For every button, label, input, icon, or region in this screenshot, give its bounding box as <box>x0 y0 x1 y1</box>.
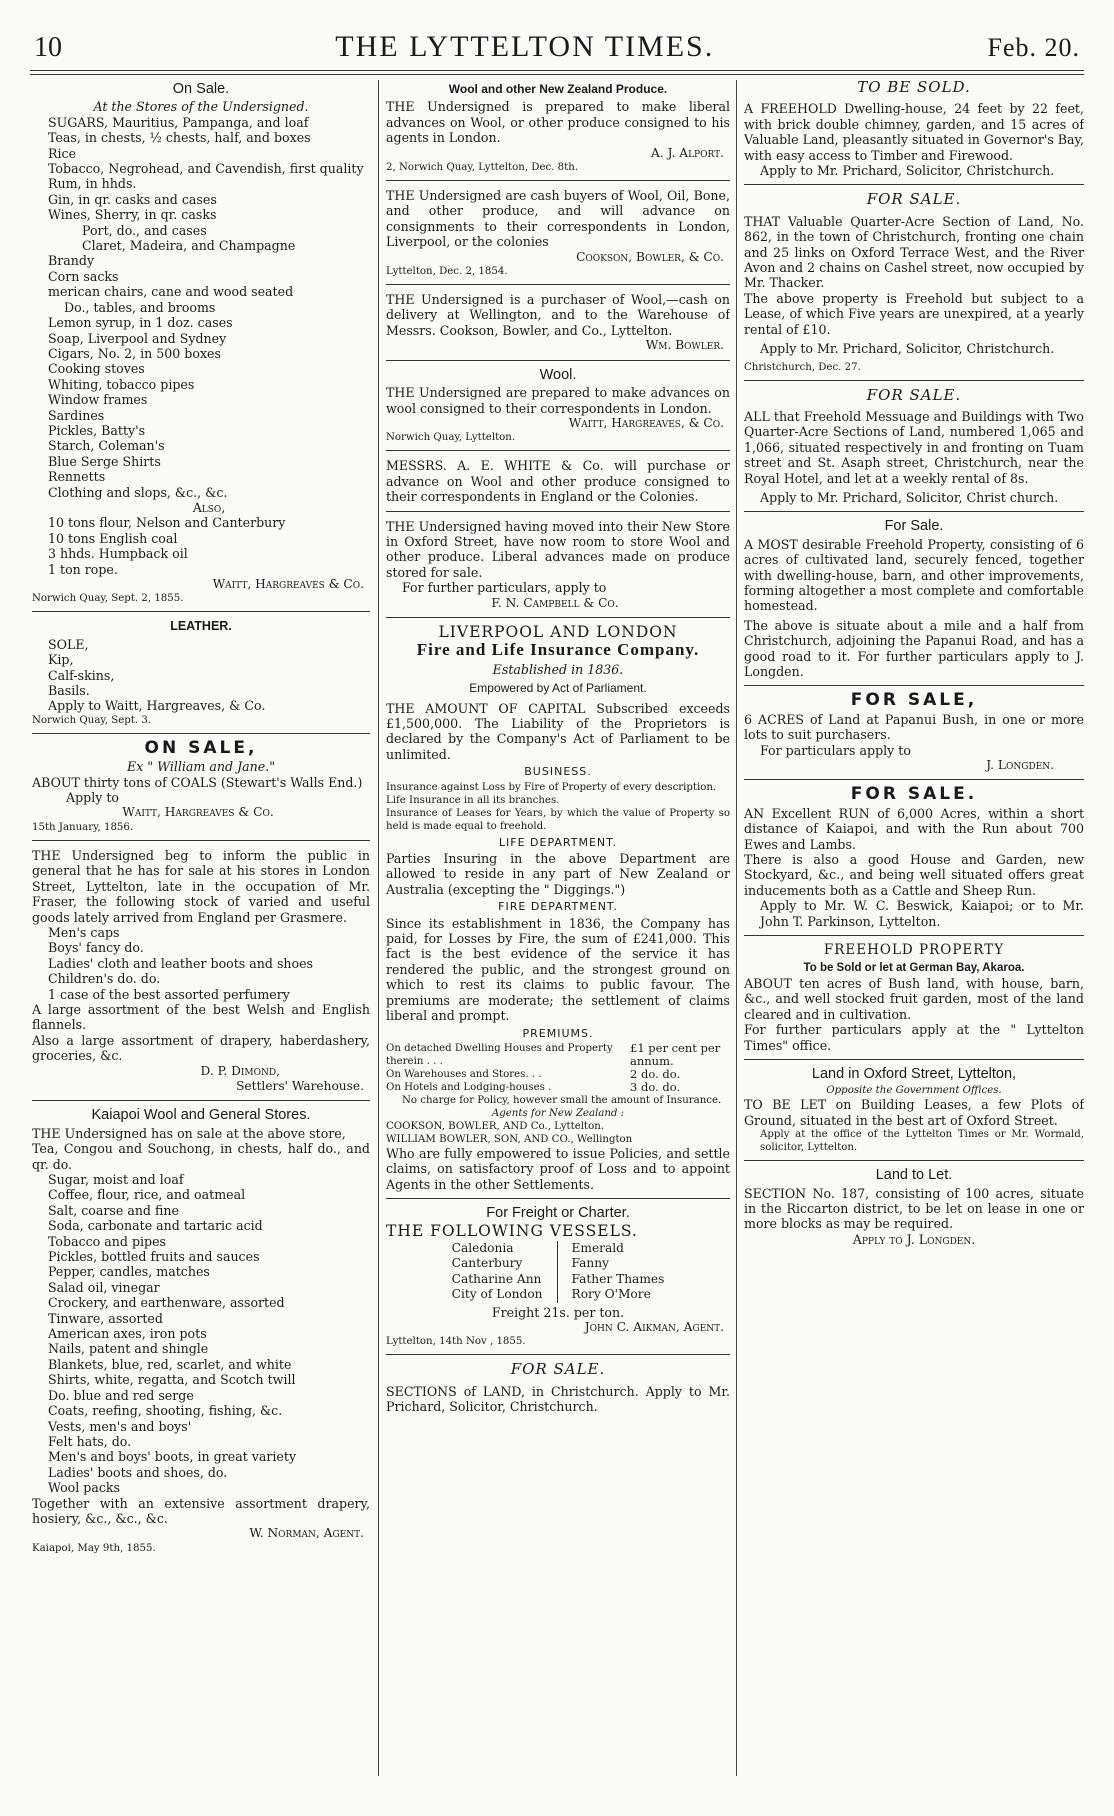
list-item: Starch, Coleman's <box>48 438 165 454</box>
list-item: Claret, Madeira, and Champagne <box>82 238 296 254</box>
ad-dateline: 2, Norwich Quay, Lyttelton, Dec. 8th. <box>386 162 579 174</box>
ad-signature: A. J. Alport. <box>651 145 724 160</box>
ad-separator <box>744 511 1084 512</box>
ad-body: A MOST desirable Freehold Property, consisting of 6 acres of cultivated land, securely fenced, together with dwelling-house, barn, and other improvements, forming altogether a most complete and comfortable homestead. <box>744 536 1084 614</box>
list-item: Pickles, Batty's <box>48 422 146 438</box>
premium-item: On Warehouses and Stores. . . <box>386 1068 542 1080</box>
ad-messuage <box>744 385 1084 506</box>
premium-item: On Hotels and Lodging-houses . <box>386 1081 552 1093</box>
ad-body: THE AMOUNT OF CAPITAL Subscribed exceeds £1,500,000. The Liability of the Proprietors is declared by the Company's Act of Parliament to be unlimited. <box>386 700 730 762</box>
list-item: Ladies' boots and shoes, do. <box>48 1464 228 1480</box>
vessel-list <box>386 1241 730 1303</box>
ad-onsale-stores <box>32 82 370 605</box>
ad-body: Parties Insuring in the above Department are allowed to reside in any part of New Zealand or Australia (excepting the " Diggings.") <box>386 851 730 897</box>
ad-body: The above property is Freehold but subject to a Lease, of which Five years are unexpired, at a yearly rental of £10. <box>744 290 1084 337</box>
ad-wool <box>386 368 730 445</box>
ad-signature: F. N. Campbell & Co. <box>491 595 619 610</box>
ad-body: THE FOLLOWING VESSELS. <box>386 1221 638 1240</box>
ad-signature: Waitt, Hargreaves & Co. <box>122 805 274 820</box>
list-item: SOLE, <box>48 636 89 652</box>
ad-separator <box>744 779 1084 780</box>
premium-row <box>386 1081 730 1094</box>
ad-apply: For particulars apply to <box>760 742 911 758</box>
ad-separator <box>744 184 1084 185</box>
ad-heading: FOR SALE. <box>510 1360 606 1379</box>
list-item: Vests, men's and boys' <box>48 1418 192 1434</box>
list-item: Clothing and slops, &c., &c. <box>48 484 228 500</box>
premium-row <box>386 1042 730 1068</box>
list-item: Canterbury <box>451 1256 523 1271</box>
ad-body: THE Undersigned are cash buyers of Wool, Oil, Bone, and other produce, and will advance on consignments to their correspondents in London, Liverpool, or the colonies <box>386 188 730 250</box>
list-item: 10 tons flour, Nelson and Canterbury <box>48 515 286 531</box>
ad-separator <box>386 1198 730 1199</box>
list-item: Father Thames <box>571 1271 665 1286</box>
ad-heading: FOR SALE. <box>866 385 962 404</box>
list-item: Lemon syrup, in 1 doz. cases <box>48 315 233 331</box>
ad-body: Also a large assortment of drapery, haberdashery, groceries, &c. <box>32 1032 370 1064</box>
list-item: Pickles, bottled fruits and sauces <box>48 1249 260 1265</box>
ad-heading: On Sale. <box>172 81 230 97</box>
ad-signature: D. P. Dimond, <box>200 1063 280 1078</box>
ad-run <box>744 784 1084 929</box>
ad-dimond <box>32 848 370 1095</box>
list-item: Tobacco, Negrohead, and Cavendish, first quality <box>48 161 364 177</box>
ad-heading: Wool. <box>539 366 577 383</box>
ad-body: ABOUT thirty tons of COALS (Stewart's Walls End.) <box>32 774 363 790</box>
ad-dateline: Norwich Quay, Sept. 2, 1855. <box>32 593 184 605</box>
list-item: Blankets, blue, red, scarlet, and white <box>48 1356 292 1372</box>
ad-cookson <box>386 188 730 278</box>
ad-subheading: Also, <box>192 499 226 515</box>
ad-signature: Waitt, Hargreaves, & Co. <box>568 415 724 430</box>
ad-insurance <box>386 622 730 1192</box>
column-2 <box>386 80 730 1796</box>
ad-separator <box>744 1160 1084 1161</box>
ad-signature: Waitt, Hargreaves & Co. <box>212 577 364 591</box>
ad-separator <box>744 1059 1084 1060</box>
ad-body: The above is situate about a mile and a half from Christchurch, adjoining the Papanui Road, and has a good road to it. For further particulars apply to J. Longden. <box>744 617 1084 679</box>
list-item: Rory O'More <box>571 1287 651 1302</box>
ad-body: For further particulars apply at the " Lyttelton Times" office. <box>744 1022 1084 1053</box>
ad-to-be-sold <box>744 80 1084 178</box>
list-item: Cigars, No. 2, in 500 boxes <box>48 345 221 361</box>
ad-apply: Apply to Mr. Prichard, Solicitor, Christ church. <box>760 489 1059 505</box>
ad-oxford-street <box>744 1067 1084 1154</box>
ad-body: ABOUT ten acres of Bush land, with house, barn, &c., and well stocked fruit garden, most of the land cleared and in cultivation. <box>744 975 1084 1022</box>
ad-body: Tea, Congou and Souchong, in chests, half do., and qr. do. <box>32 1141 370 1172</box>
list-item: Ladies' cloth and leather boots and shoes <box>48 955 314 971</box>
ad-heading: Kaiapoi Wool and General Stores. <box>91 1107 311 1124</box>
premium-rate: 3 do. do. <box>630 1079 681 1094</box>
list-item: Nails, patent and shingle <box>48 1341 209 1357</box>
list-item: Catharine Ann <box>451 1271 542 1286</box>
ad-separator <box>32 840 370 841</box>
ad-body: MESSRS. A. E. WHITE & Co. will purchase or advance on Wool and other produce consigned to their correspondents in England or the Colonies. <box>386 458 730 505</box>
ad-separator <box>744 685 1084 686</box>
ad-body: SECTIONS of LAND, in Christchurch. Apply to Mr. Prichard, Solicitor, Christchurch. <box>386 1383 730 1415</box>
ad-separator <box>32 733 370 734</box>
list-item: Calf-skins, <box>48 667 115 683</box>
column-divider-2 <box>736 80 737 1776</box>
masthead <box>34 30 1080 68</box>
list-item: Gin, in qr. casks and cases <box>48 191 217 207</box>
ad-body: THE Undersigned beg to inform the public in general that he has for sale at his stores in London Street, Lyttelton, late in the occupation of Mr. Fraser, the following stock of varied and useful goods lately arrived from England per Grasmere. <box>32 847 370 925</box>
ad-heading: Wool and other New Zealand Produce. <box>448 82 668 96</box>
ad-body: Who are fully empowered to issue Policies, and settle claims, on satisfactory proof of Loss and to appoint Agents in the other Settlements. <box>386 1145 730 1192</box>
ad-heading: For Freight or Charter. <box>486 1205 630 1222</box>
ad-heading: FREEHOLD PROPERTY <box>823 942 1005 959</box>
ad-body: There is also a good House and Garden, new Stockyard, &c., and being well situated offers great inducements both as a Cattle and Sheep Run. <box>744 852 1084 898</box>
column-1 <box>32 80 370 1796</box>
ad-body: THE Undersigned is a purchaser of Wool,—cash on delivery at Wellington, and to the Warehouse of Messrs. Cookson, Bowler, and Co., Lyttelton. <box>386 292 730 338</box>
list-item: 1 case of the best assorted perfumery <box>48 986 290 1002</box>
ad-signature: Wm. Bowler. <box>645 338 724 353</box>
list-item: Wool packs <box>48 1480 121 1496</box>
list-item: Do., tables, and brooms <box>64 299 216 315</box>
ad-apply: Apply to <box>66 790 120 806</box>
list-item: Fanny <box>571 1256 609 1271</box>
ad-apply: For further particulars, apply to <box>402 580 607 596</box>
list-item: Crockery, and earthenware, assorted <box>48 1295 285 1311</box>
ad-sections-christchurch <box>386 1362 730 1414</box>
ad-subheading: Agents for New Zealand : <box>491 1107 625 1119</box>
ad-heading: LEATHER. <box>170 619 232 634</box>
ad-heading: FOR SALE. <box>866 190 962 209</box>
ad-separator <box>386 180 730 181</box>
ad-subheading: Opposite the Government Offices. <box>826 1085 1002 1097</box>
ad-heading: TO BE SOLD. <box>857 80 971 96</box>
list-item: 10 tons English coal <box>48 530 178 546</box>
ad-dateline: 15th January, 1856. <box>32 821 134 833</box>
list-item: 3 hhds. Humpback oil <box>48 546 188 562</box>
list-item: Blue Serge Shirts <box>48 453 161 469</box>
ad-body: COOKSON, BOWLER, AND Co., Lyttelton. <box>386 1120 605 1132</box>
ad-dateline: Lyttelton, Dec. 2, 1854. <box>386 266 508 278</box>
ad-separator <box>386 360 730 361</box>
ad-body: THAT Valuable Quarter-Acre Section of Land, No. 862, in the town of Christchurch, fronting one chain and 25 links on Oxford Terrace West, and the River Avon and 2 chains on Cashel street, now occupied by Mr. Thacker. <box>744 213 1084 291</box>
list-item: Emerald <box>571 1240 624 1255</box>
issue-date: Feb. 20. <box>987 33 1080 62</box>
ad-body: AN Excellent RUN of 6,000 Acres, within a short distance of Kaiapoi, and with the Run about 700 Ewes and Lambs. <box>744 805 1084 852</box>
list-item: Boys' fancy do. <box>48 940 144 956</box>
ad-body: THE Undersigned having moved into their New Store in Oxford Street, have now room to store Wool and other produce. Liberal advances made on produce stored for sale. <box>386 518 730 580</box>
ad-heading: FOR SALE. <box>850 784 978 805</box>
list-item: Pepper, candles, matches <box>48 1264 210 1280</box>
premium-row <box>386 1068 730 1081</box>
ad-body: ALL that Freehold Messuage and Buildings with Two Quarter-Acre Sections of Land, numbered 1,065 and 1,066, situated respectively in and fronting on Tuam street and St. Asaph street, Christchurch, near the Royal Hotel, and let at a weekly rental of 8s. <box>744 408 1084 486</box>
list-item: Soap, Liverpool and Sydney <box>48 330 227 346</box>
list-item: Shirts, white, regatta, and Scotch twill <box>48 1372 296 1388</box>
ad-freehold-akaroa <box>744 943 1084 1053</box>
ad-alport <box>386 82 730 174</box>
ad-papanui-bush <box>744 690 1084 773</box>
ad-kaiapoi <box>32 1108 370 1554</box>
ad-body: Insurance against Loss by Fire of Property of every description. <box>386 781 717 793</box>
list-item: Felt hats, do. <box>48 1433 132 1449</box>
list-item: Sugar, moist and loaf <box>48 1172 184 1187</box>
ad-heading: ON SALE, <box>144 737 258 758</box>
ad-freight <box>386 1206 730 1348</box>
page-number: 10 <box>34 32 62 63</box>
section-heading: LIFE DEPARTMENT. <box>498 835 618 849</box>
ad-dateline: Norwich Quay, Sept. 3. <box>32 714 152 726</box>
ad-signature: Cookson, Bowler, & Co. <box>576 249 724 264</box>
ad-subheading: Empowered by Act of Parliament. <box>469 681 647 696</box>
ad-dateline: Lyttelton, 14th Nov , 1855. <box>386 1336 526 1348</box>
ad-heading: LIVERPOOL AND LONDON <box>438 622 678 641</box>
ad-apply: Apply to J. Longden. <box>852 1231 976 1247</box>
list-item: American axes, iron pots <box>48 1326 207 1342</box>
ad-body: A large assortment of the best Welsh and English flannels. <box>32 1001 370 1033</box>
ad-body: Freight 21s. per ton. <box>491 1304 625 1320</box>
section-heading: FIRE DEPARTMENT. <box>498 900 618 914</box>
ad-dateline: Norwich Quay, Lyttelton. <box>386 432 516 444</box>
list-item: Rum, in hhds. <box>48 176 137 192</box>
list-item: Rice <box>48 145 77 161</box>
ad-separator <box>32 611 370 612</box>
ad-heading: For Sale. <box>884 518 944 535</box>
list-item: Window frames <box>48 392 148 408</box>
ad-body: TO BE LET on Building Leases, a few Plots of Ground, situated in the best art of Oxford Street. <box>744 1097 1084 1128</box>
ad-separator <box>386 284 730 285</box>
ad-subheading: To be Sold or let at German Bay, Akaroa. <box>803 961 1025 974</box>
column-divider-1 <box>378 80 379 1776</box>
ad-apply: Apply at the office of the Lyttelton Times or Mr. Wormald, solicitor, Lyttelton. <box>760 1129 1084 1154</box>
ad-body: Life Insurance in all its branches. <box>386 794 560 806</box>
ad-separator <box>744 380 1084 381</box>
column-3 <box>744 80 1084 1796</box>
ad-signature: W. Norman, Agent. <box>249 1526 364 1541</box>
list-item: Tobacco and pipes <box>48 1233 167 1249</box>
section-heading: BUSINESS. <box>524 765 592 779</box>
list-item: Soda, carbonate and tartaric acid <box>48 1218 263 1234</box>
list-item: Do. blue and red serge <box>48 1387 194 1403</box>
ad-bowler <box>386 292 730 354</box>
ad-signature: J. Longden. <box>986 758 1054 773</box>
ad-apply: Apply to Mr. W. C. Beswick, Kaiapoi; or to Mr. John T. Parkinson, Lyttelton. <box>760 898 1084 929</box>
list-item: Teas, in chests, ½ chests, half, and boxes <box>48 130 311 146</box>
list-item: Brandy <box>48 253 95 269</box>
ad-heading: Land in Oxford Street, Lyttelton, <box>811 1065 1017 1082</box>
list-item: Corn sacks <box>48 268 119 284</box>
ad-body: WILLIAM BOWLER, SON, AND CO., Wellington <box>386 1133 633 1145</box>
ad-papanui <box>744 519 1084 679</box>
list-item: Basils. <box>48 683 90 699</box>
ad-separator <box>32 1100 370 1101</box>
premium-item: On detached Dwelling Houses and Property therein . . . <box>386 1042 613 1067</box>
ad-quarter-acre <box>744 192 1084 373</box>
ad-body: THE Undersigned are prepared to make advances on wool consigned to their correspondents in London. <box>386 385 730 416</box>
ad-body: THE Undersigned has on sale at the above store, <box>32 1125 346 1141</box>
ad-apply: Apply to Mr. Prichard, Solicitor, Christchurch. <box>760 163 1055 179</box>
ad-dateline: Christchurch, Dec. 27. <box>744 361 861 373</box>
section-heading: PREMIUMS. <box>522 1026 594 1040</box>
list-item: Coats, reefing, shooting, fishing, &c. <box>48 1403 283 1419</box>
ad-subheading: Ex " William and Jane." <box>127 759 275 775</box>
newspaper-title: THE LYTTELTON TIMES. <box>335 30 715 63</box>
ad-signature: John C. Aikman, Agent. <box>584 1319 724 1334</box>
ad-leather <box>32 619 370 726</box>
ad-separator <box>744 935 1084 936</box>
ad-subheading: Established in 1836. <box>492 661 624 677</box>
list-item: Sardines <box>48 407 105 423</box>
list-item: Men's and boys' boots, in great variety <box>48 1449 297 1465</box>
ad-apply: Apply to Mr. Prichard, Solicitor, Christchurch. <box>760 341 1055 357</box>
masthead-rule <box>30 70 1084 71</box>
list-item: Whiting, tobacco pipes <box>48 376 195 392</box>
ad-body: Together with an extensive assortment drapery, hosiery, &c., &c., &c. <box>32 1495 370 1526</box>
ad-subheading: At the Stores of the Undersigned. <box>93 99 309 115</box>
ad-body: Since its establishment in 1836, the Company has paid, for Losses by Fire, the sum of £241,000. This fact is the best evidence of the service it has rendered the public, and the strongest ground on which to rest its claims to public favour. The premiums are moderate; the settlement of claims liberal and prompt. <box>386 915 730 1024</box>
list-item: Coffee, flour, rice, and oatmeal <box>48 1187 246 1203</box>
ad-body: No charge for Policy, however small the amount of Insurance. <box>402 1094 722 1106</box>
list-item: 1 ton rope. <box>48 561 118 577</box>
list-item: Tinware, assorted <box>48 1310 163 1326</box>
ad-separator <box>386 1354 730 1355</box>
list-item: Salad oil, vinegar <box>48 1279 160 1295</box>
ad-coals <box>32 737 370 834</box>
masthead-rule-2 <box>30 74 1084 75</box>
list-item: City of London <box>451 1287 543 1302</box>
premium-rate: 2 do. do. <box>630 1066 681 1081</box>
ad-dateline: Kaiapoi, May 9th, 1855. <box>32 1542 156 1554</box>
premium-rate: £1 per cent per annum. <box>630 1040 721 1068</box>
list-item: Men's caps <box>48 924 120 940</box>
ad-body: THE Undersigned is prepared to make liberal advances on Wool, or other produce consigned to his agents in London. <box>386 99 730 146</box>
list-item: merican chairs, cane and wood seated <box>48 284 294 300</box>
list-item: SUGARS, Mauritius, Pampanga, and loaf <box>48 114 309 130</box>
list-item: Rennetts <box>48 469 106 485</box>
list-item: Salt, coarse and fine <box>48 1202 179 1218</box>
ad-separator <box>386 617 730 618</box>
ad-land-to-let <box>744 1168 1084 1247</box>
ad-separator <box>386 450 730 451</box>
list-item: Children's do. do. <box>48 971 161 987</box>
ad-separator <box>386 511 730 512</box>
list-item: Wines, Sherry, in qr. casks <box>48 207 217 223</box>
ad-heading: Land to Let. <box>875 1167 953 1184</box>
ad-body: SECTION No. 187, consisting of 100 acres, situate in the Riccarton district, to be let on lease in one or more blocks as may be required. <box>744 1185 1084 1232</box>
ad-signature: Settlers' Warehouse. <box>236 1078 364 1093</box>
list-item: Cooking stoves <box>48 361 145 377</box>
list-item: Kip, <box>48 652 74 668</box>
ad-body: 6 ACRES of Land at Papanui Bush, in one or more lots to suit purchasers. <box>744 711 1084 743</box>
ad-campbell <box>386 519 730 611</box>
list-item: Caledonia <box>451 1240 514 1255</box>
ad-heading: Fire and Life Insurance Company. <box>416 640 700 660</box>
ad-body: A FREEHOLD Dwelling-house, 24 feet by 22 feet, with brick double chimney, garden, and 15 acres of Valuable Land, pleasantly situated in Governor's Bay, with easy access to Timber and Firewood. <box>744 101 1084 163</box>
ad-heading: FOR SALE, <box>850 690 978 711</box>
ad-white <box>386 458 730 504</box>
ad-apply: Apply to Waitt, Hargreaves, & Co. <box>48 698 266 714</box>
list-item: Port, do., and cases <box>82 222 207 238</box>
ad-body: Insurance of Leases for Years, by which the value of Property so held is made equal to freehold. <box>386 807 730 832</box>
